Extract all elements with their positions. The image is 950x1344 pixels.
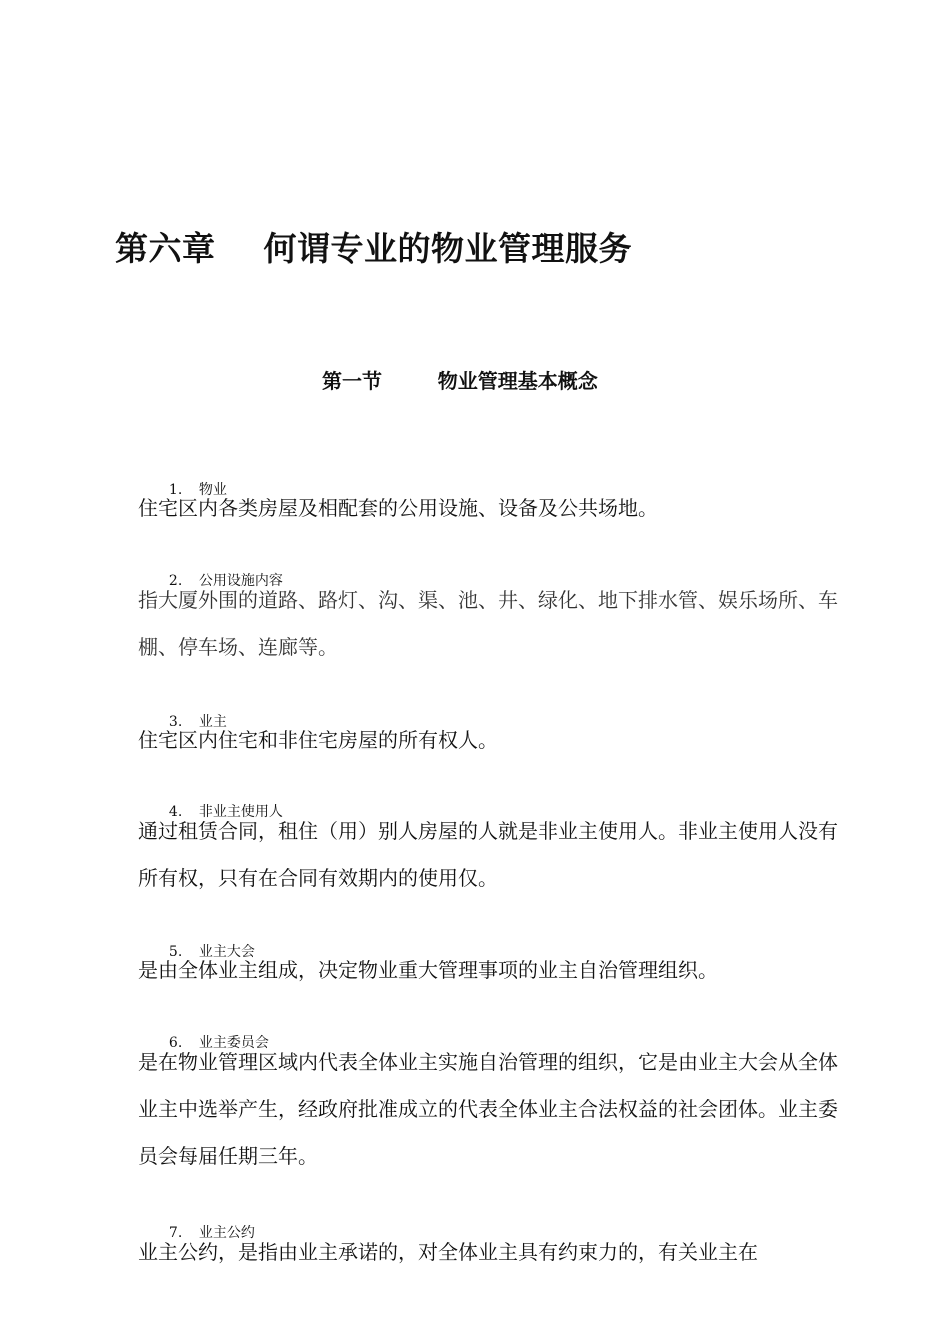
term-label: 业主公约 bbox=[198, 1225, 255, 1241]
term-definition: 住宅区内各类房屋及相配套的公用设施、设备及公共场地。 bbox=[138, 496, 658, 520]
term-number: 2. bbox=[168, 573, 183, 589]
term-number: 6. bbox=[168, 1035, 183, 1051]
chapter-title: 第六章 何谓专业的物业管理服务 bbox=[115, 229, 632, 268]
term-definition: 住宅区内住宅和非住宅房屋的所有权人。 bbox=[138, 728, 498, 752]
term-definition: 是由全体业主组成，决定物业重大管理事项的业主自治管理组织。 bbox=[138, 958, 718, 982]
term-label: 业主 bbox=[198, 714, 227, 730]
term-label: 业主委员会 bbox=[198, 1035, 269, 1051]
term-label: 业主大会 bbox=[198, 944, 255, 960]
term-definition: 通过租赁合同，租住（用）别人房屋的人就是非业主使用人。非业主使用人没有所有权，只有在合同有效期内的使用仅。 bbox=[138, 819, 838, 890]
term-label: 公用设施内容 bbox=[198, 573, 283, 589]
term-number: 7. bbox=[168, 1225, 183, 1241]
term-definition: 业主公约，是指由业主承诺的，对全体业主具有约束力的，有关业主在 bbox=[138, 1240, 758, 1264]
term-number: 4. bbox=[168, 804, 183, 820]
term-definition: 指大厦外围的道路、路灯、沟、渠、池、井、绿化、地下排水管、娱乐场所、车棚、停车场、连廊等。 bbox=[138, 588, 838, 659]
term-definition: 是在物业管理区域内代表全体业主实施自治管理的组织，它是由业主大会从全体业主中选举产生，经政府批准成立的代表全体业主合法权益的社会团体。业主委员会每届任期三年。 bbox=[138, 1050, 838, 1168]
term-number: 1. bbox=[168, 482, 183, 498]
term-label: 物业 bbox=[198, 482, 227, 498]
term-number: 3. bbox=[168, 714, 183, 730]
section-title: 第一节 物业管理基本概念 bbox=[322, 369, 598, 393]
term-label: 非业主使用人 bbox=[198, 804, 283, 820]
term-number: 5. bbox=[168, 944, 183, 960]
